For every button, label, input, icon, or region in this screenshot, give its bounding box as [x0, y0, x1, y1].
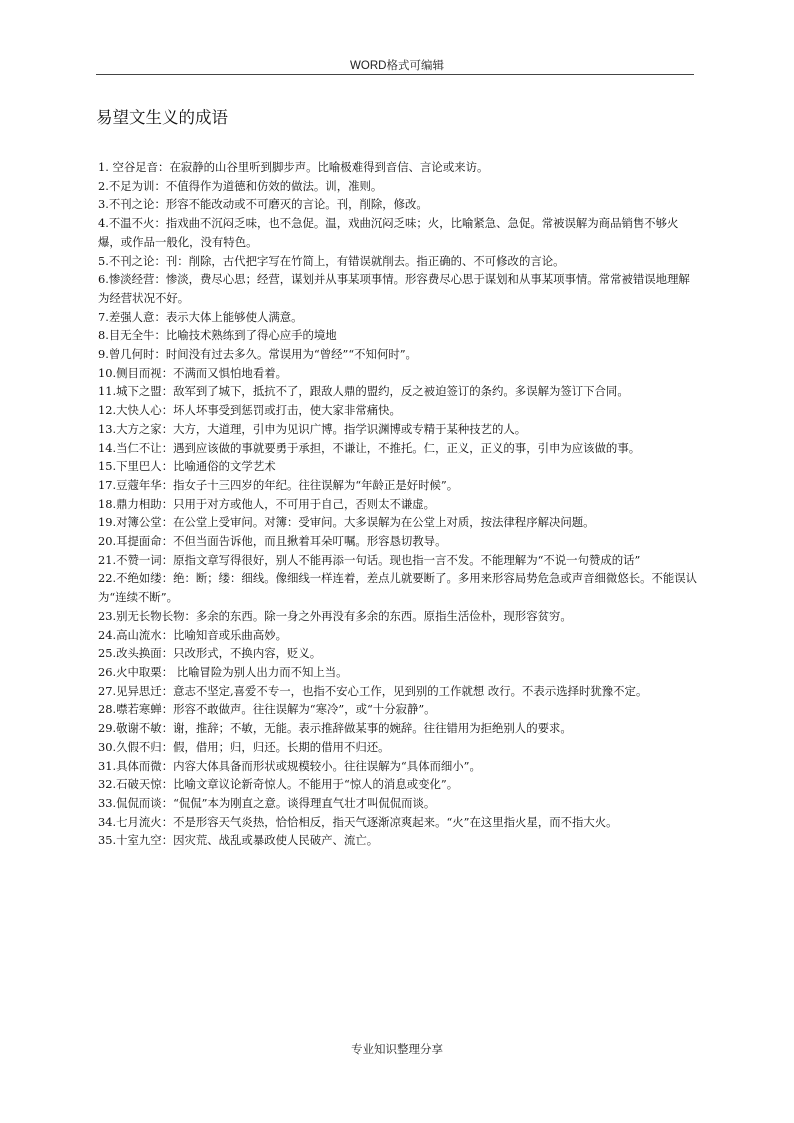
list-item: 24.高山流水：比喻知音或乐曲高妙。 [98, 627, 287, 642]
list-item: 15.下里巴人：比喻通俗的文学艺术 [98, 459, 276, 474]
idiom-list [98, 158, 700, 850]
list-item: 5.不刊之论：刊：削除，古代把字写在竹简上，有错误就削去。指正确的、不可修改的言论。 [98, 253, 565, 268]
list-item: 19.对簿公堂：在公堂上受审问。对簿：受审问。大多误解为在公堂上对质，按法律程序解决问题。 [98, 515, 595, 530]
list-item: 25.改头换面：只改形式，不换内容，贬义。 [98, 646, 322, 661]
list-item: 20.耳提面命：不但当面告诉他，而且揪着耳朵叮嘱。形容恳切教导。 [98, 534, 447, 549]
list-item: 1. 空谷足音：在寂静的山谷里听到脚步声。比喻极难得到音信、言论或来访。 [98, 160, 489, 174]
list-item: 34.七月流火：不是形容天气炎热，恰恰相反，指天气逐渐凉爽起来。“火”在这里指火星，而不指大火。 [98, 814, 618, 829]
list-item: 12.大快人心：坏人坏事受到惩罚或打击，使大家非常痛快。 [98, 403, 401, 418]
list-item: 4.不温不火：指戏曲不沉闷乏味，也不急促。温，戏曲沉闷乏味；火，比喻紧急、急促。常被误解为商品销售不够火爆，或作品一般化，没有特色。 [98, 216, 679, 249]
header-divider [96, 74, 694, 75]
list-item: 23.别无长物长物：多余的东西。除一身之外再没有多余的东西。原指生活俭朴，现形容贫穷。 [98, 608, 572, 623]
list-item: 32.石破天惊：比喻文章议论新奇惊人。不能用于“惊人的消息或变化”。 [98, 777, 459, 792]
list-item: 28.噤若寒蝉：形容不敢做声。往往误解为“寒冷”，或“十分寂静”。 [98, 702, 436, 717]
list-item: 29.敬谢不敏：谢，推辞；不敏，无能。表示推辞做某事的婉辞。往往错用为拒绝别人的要求。 [98, 721, 572, 736]
list-item: 11.城下之盟：敌军到了城下，抵抗不了，跟敌人鼎的盟约，反之被迫签订的条约。多误解为签订下合同。 [98, 384, 629, 399]
list-item: 10.侧目而视：不满而又惧怕地看着。 [98, 365, 287, 380]
list-item: 26.火中取栗： 比喻冒险为别人出力而不知上当。 [98, 664, 348, 679]
list-item: 3.不刊之论：形容不能改动或不可磨灭的言论。刊，削除，修改。 [98, 197, 428, 212]
list-item: 2.不足为训：不值得作为道德和仿效的做法。训，准则。 [98, 178, 383, 193]
list-item: 9.曾几何时：时间没有过去多久。常误用为“曾经”“不知何时”。 [98, 347, 417, 362]
list-item: 35.十室九空：因灾荒、战乱或暴政使人民破产、流亡。 [98, 833, 379, 848]
document-title: 易望文生义的成语 [96, 108, 228, 127]
list-item: 8.目无全牛：比喻技术熟练到了得心应手的境地 [98, 328, 337, 343]
list-item: 31.具体而微：内容大体具备而形状或规模较小。往往误解为“具体而细小”。 [98, 758, 481, 773]
list-item: 17.豆蔻年华：指女子十三四岁的年纪。往往误解为“年龄正是好时候”。 [98, 477, 459, 492]
list-item: 22.不绝如缕：绝：断；缕：细线。像细线一样连着，差点儿就要断了。多用来形容局势危急或声音细微悠长。不能误认为“连续不断”。 [98, 571, 698, 605]
list-item: 27.见异思迁：意志不坚定,喜爱不专一，也指不安心工作，见到别的工作就想 改行。不表示选择时犹豫不定。 [98, 683, 648, 698]
page-header: WORD格式可编辑 [350, 60, 444, 72]
list-item: 13.大方之家：大方，大道理，引申为见识广博。指学识渊博或专精于某种技艺的人。 [98, 421, 527, 436]
list-item: 14.当仁不让：遇到应该做的事就要勇于承担，不谦让，不推托。仁，正义，正义的事，引申为应该做的事。 [98, 440, 641, 455]
list-item: 18.鼎力相助：只用于对方或他人，不可用于自己，否则太不谦虚。 [98, 496, 436, 511]
list-item: 30.久假不归：假，借用；归，归还。长期的借用不归还。 [98, 739, 390, 754]
page-footer: 专业知识整理分享 [351, 1044, 443, 1056]
list-item: 21.不赞一词：原指文章写得很好，别人不能再添一句话。现也指一言不发。不能理解为“不说一句赞成的话” [98, 552, 641, 567]
list-item: 6.惨淡经营：惨淡，费尽心思；经营，谋划并从事某项事情。形容费尽心思于谋划和从事某项事情。常常被错误地理解为经营状况不好。 [98, 272, 690, 305]
list-item: 7.差强人意：表示大体上能够使人满意。 [98, 309, 303, 324]
list-item: 33.侃侃而谈：“侃侃”本为刚直之意。谈得理直气壮才叫侃侃而谈。 [98, 795, 436, 810]
